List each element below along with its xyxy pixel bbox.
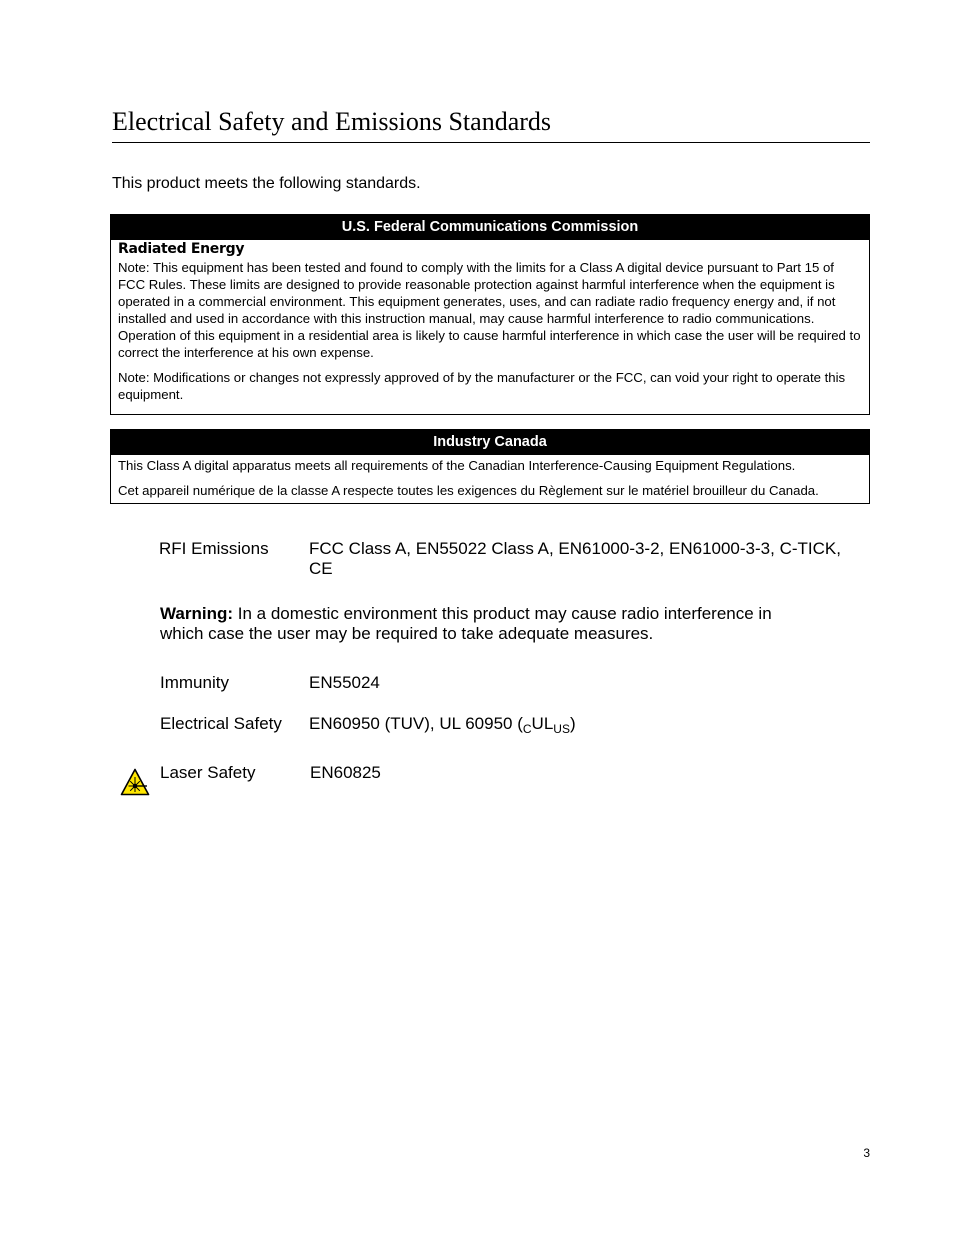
spec-label: Electrical Safety: [160, 714, 282, 733]
fcc-table: [110, 214, 870, 415]
intro-text: This product meets the following standards.: [112, 175, 421, 192]
spec-value: EN60825: [310, 763, 381, 782]
fcc-table-header: U.S. Federal Communications Commission: [111, 215, 869, 240]
electrical-value-suffix: ): [569, 714, 576, 733]
warning-label: Warning:: [160, 604, 234, 623]
spec-label: Immunity: [160, 673, 229, 692]
fcc-note-1: Note: This equipment has been tested and found to comply with the limits for a Class A digital device pursuant to Part 15 of FCC Rules. These limits are designed to provide reasonable protection against harmful interference when the equipment is operated in a commercial environment. This equipment generates, uses, and can radiate radio frequency energy and, if not installed and used in accordance with this instruction manual, may cause harmful interference to radio communications. Operation of this equipment in a residential area is likely to cause harmful interference in which case the user will be required to correct the interference at his own expense.: [118, 260, 861, 360]
industry-canada-french: Cet appareil numérique de la classe A respecte toutes les exigences du Règlement sur le matériel brouilleur du Canada.: [118, 483, 819, 498]
spec-label: RFI Emissions: [159, 539, 269, 558]
cul-ul: UL: [531, 714, 554, 733]
cul-subscript-us: US: [553, 722, 570, 736]
cul-subscript-c: C: [522, 722, 532, 736]
industry-canada-english: This Class A digital apparatus meets all requirements of the Canadian Interference-Causing Equipment Regulations.: [118, 458, 796, 473]
electrical-value-prefix: EN60950 (TUV), UL 60950 (: [309, 714, 523, 733]
fcc-note-2: Note: Modifications or changes not expressly approved of by the manufacturer or the FCC, can void your right to operate this equipment.: [118, 370, 846, 402]
industry-canada-table: [110, 429, 870, 504]
warning-text: [160, 604, 800, 644]
radiated-energy-heading: Radiated Energy: [118, 241, 245, 257]
page-number: 3: [863, 1146, 870, 1160]
spec-value: [309, 714, 869, 739]
spec-value: FCC Class A, EN55022 Class A, EN61000-3-2, EN61000-3-3, C-TICK, CE: [309, 539, 841, 578]
page-title: Electrical Safety and Emissions Standards: [112, 104, 870, 143]
spec-value: EN55024: [309, 673, 380, 692]
laser-warning-icon: [120, 768, 150, 796]
industry-canada-header: Industry Canada: [111, 430, 869, 455]
warning-body: In a domestic environment this product may cause radio interference in which case the user may be required to take adequate measures.: [160, 604, 772, 643]
spec-label: Laser Safety: [160, 763, 256, 782]
